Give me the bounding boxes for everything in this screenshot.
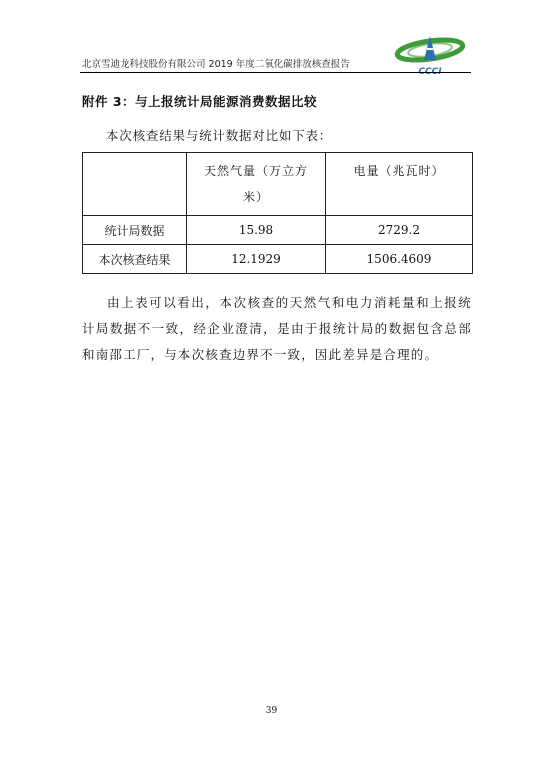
cell-gas-verification: 12.1929 xyxy=(187,245,326,274)
cell-gas-statistics: 15.98 xyxy=(187,216,326,245)
table-row xyxy=(83,245,473,274)
table-row xyxy=(83,216,473,245)
row-label-statistics: 统计局数据 xyxy=(83,216,187,245)
cell-electricity-statistics: 2729.2 xyxy=(326,216,473,245)
header-divider xyxy=(80,72,471,73)
header-electricity-label: 电量（兆瓦时） xyxy=(353,164,445,178)
comparison-table xyxy=(82,152,473,274)
ccci-logo xyxy=(394,30,466,78)
row-label-verification: 本次核查结果 xyxy=(83,245,187,274)
table-header-corner xyxy=(83,153,187,216)
section-heading: 附件 3：与上报统计局能源消费数据比较 xyxy=(82,94,318,109)
table-header-electricity xyxy=(326,153,473,216)
logo-text: CCCI xyxy=(418,67,442,77)
report-header-title: 北京雪迪龙科技股份有限公司 2019 年度二氧化碳排放核查报告 xyxy=(82,59,350,70)
table-header-gas xyxy=(187,153,326,216)
page-number: 39 xyxy=(265,706,278,716)
cell-electricity-verification: 1506.4609 xyxy=(326,245,473,274)
intro-text: 本次核查结果与统计数据对比如下表： xyxy=(106,128,333,143)
table-header-row xyxy=(83,153,473,216)
conclusion-paragraph: 由上表可以看出，本次核查的天然气和电力消耗量和上报统计局数据不一致，经企业澄清，是由于报统计局的数据包含总部和南邵工厂，与本次核查边界不一致，因此差异是合理的。 xyxy=(82,295,472,362)
header-gas-label: 天然气量（万立方米） xyxy=(203,164,308,204)
